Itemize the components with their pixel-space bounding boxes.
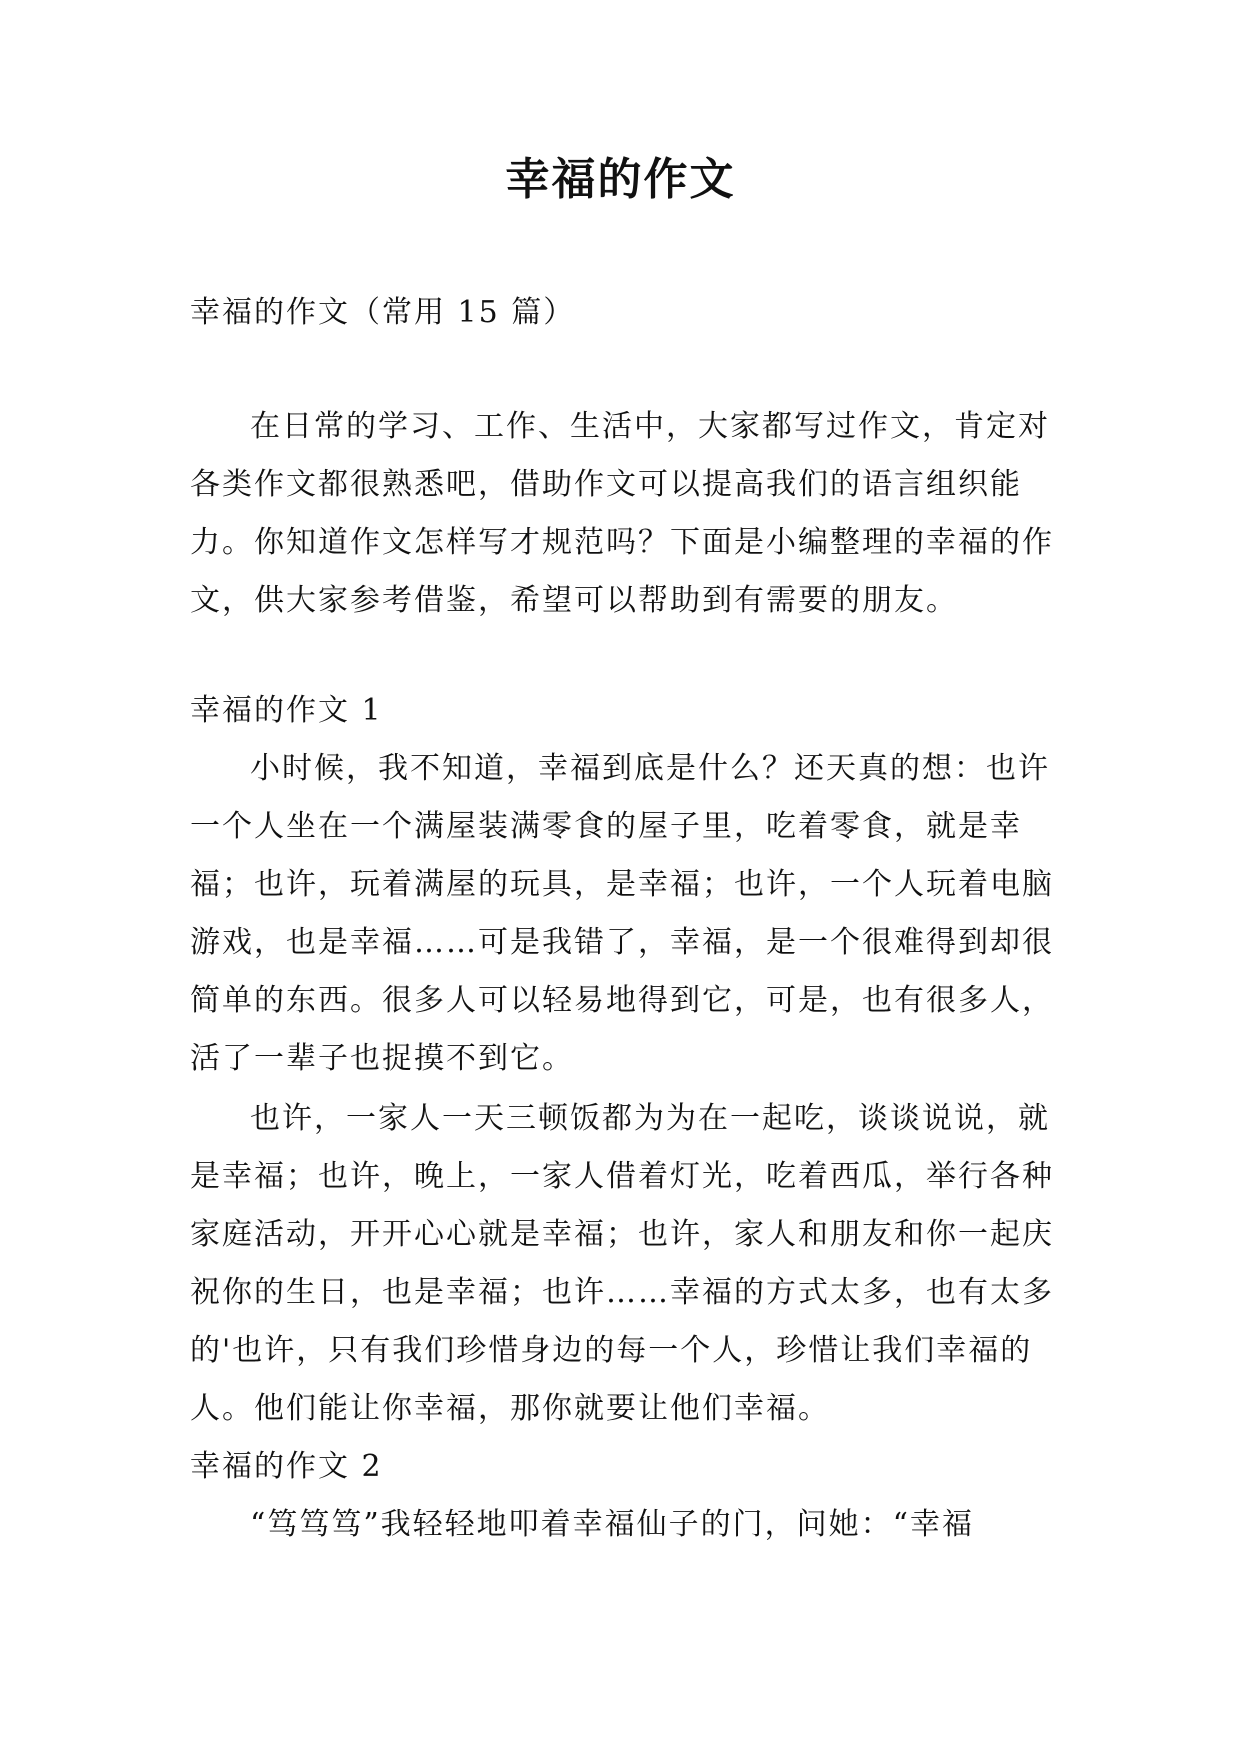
section-heading: 幸福的作文 2 <box>190 1449 383 1484</box>
body-paragraph: “笃笃笃”我轻轻地叩着幸福仙子的门，问她：“幸福 <box>250 1507 975 1542</box>
section-heading: 幸福的作文 1 <box>190 693 383 728</box>
body-paragraph: 也许，一家人一天三顿饭都为为在一起吃，谈谈说说，就是幸福；也许，晚上，一家人借着灯光，吃着西瓜，举行各种家庭活动，开开心心就是幸福；也许，家人和朋友和你一起庆祝你的生日，也是幸福；也许……幸福的方式太多，也有太多的'也许，只有我们珍惜身边的每一个人，珍惜让我们幸福的人。他们能让你幸福，那你就要让他们幸福。 <box>190 1101 1054 1426</box>
document-title: 幸福的作文 <box>505 154 736 205</box>
body-paragraph: 小时候，我不知道，幸福到底是什么？还天真的想：也许一个人坐在一个满屋装满零食的屋子里，吃着零食，就是幸福；也许，玩着满屋的玩具，是幸福；也许，一个人玩着电脑游戏，也是幸福……可是我错了，幸福，是一个很难得到却很简单的东西。很多人可以轻易地得到它，可是，也有很多人，活了一辈子也捉摸不到它。 <box>190 751 1054 1076</box>
document-subtitle: 幸福的作文（常用 15 篇） <box>190 295 576 330</box>
document-body <box>190 284 1060 1554</box>
intro-paragraph: 在日常的学习、工作、生活中，大家都写过作文，肯定对各类作文都很熟悉吧，借助作文可以提高我们的语言组织能力。你知道作文怎样写才规范吗？下面是小编整理的幸福的作文，供大家参考借鉴，希望可以帮助到有需要的朋友。 <box>190 409 1054 618</box>
